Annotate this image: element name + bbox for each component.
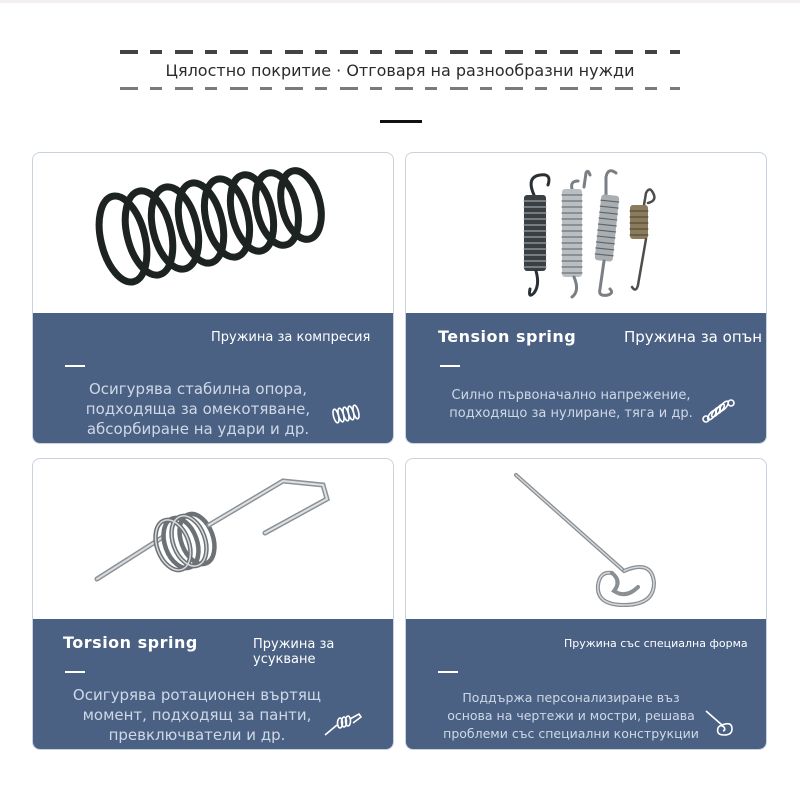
tension-spring-image [406,153,766,313]
card-dash [65,671,85,673]
compression-spring-image [33,153,393,313]
special-shape-spring-icon [702,707,736,737]
card-title: Пружина за опън [624,328,763,346]
card-info-panel [33,619,393,749]
torsion-spring-image [33,459,393,619]
card-english-title: Tension spring [438,327,577,346]
top-border [0,0,800,3]
card-title: Пружина за усукване [253,637,335,667]
card-info-panel [406,619,766,749]
card-info-panel [406,313,766,443]
card-special-shape-spring [405,458,767,750]
card-title: Пружина за компресия [211,330,371,345]
card-dash [65,365,85,367]
card-title: Пружина със специална форма [564,637,748,650]
card-dash [440,365,460,367]
card-compression-spring [32,152,394,444]
card-torsion-spring [32,458,394,750]
card-dash [438,671,458,673]
banner-overflow-bottom [120,87,680,90]
card-english-title: Torsion spring [63,633,198,652]
card-description: Осигурява стабилна опора, подходяща за омекотяване, абсорбиране на удари и др. [85,380,311,438]
title-underline [380,120,422,123]
card-info-panel [33,313,393,443]
card-description: Силно първоначално напрежение, подходящо за нулиране, тяга и др. [449,388,693,421]
compression-spring-icon [331,403,361,427]
tension-spring-icon [702,399,736,425]
card-tension-spring [405,152,767,444]
banner-overflow-top [120,50,680,54]
torsion-spring-icon [323,711,363,737]
page-subtitle: Цялостно покритие · Отговаря на разнообразни нужди [112,56,688,86]
card-description: Осигурява ротационен въртящ момент, подходящ за панти, превключватели и др. [72,686,322,744]
special-shape-spring-image [406,459,766,619]
card-description: Поддържа персонализиране въз основа на чертежи и мостри, решава проблеми със специални конструкции [443,690,699,741]
